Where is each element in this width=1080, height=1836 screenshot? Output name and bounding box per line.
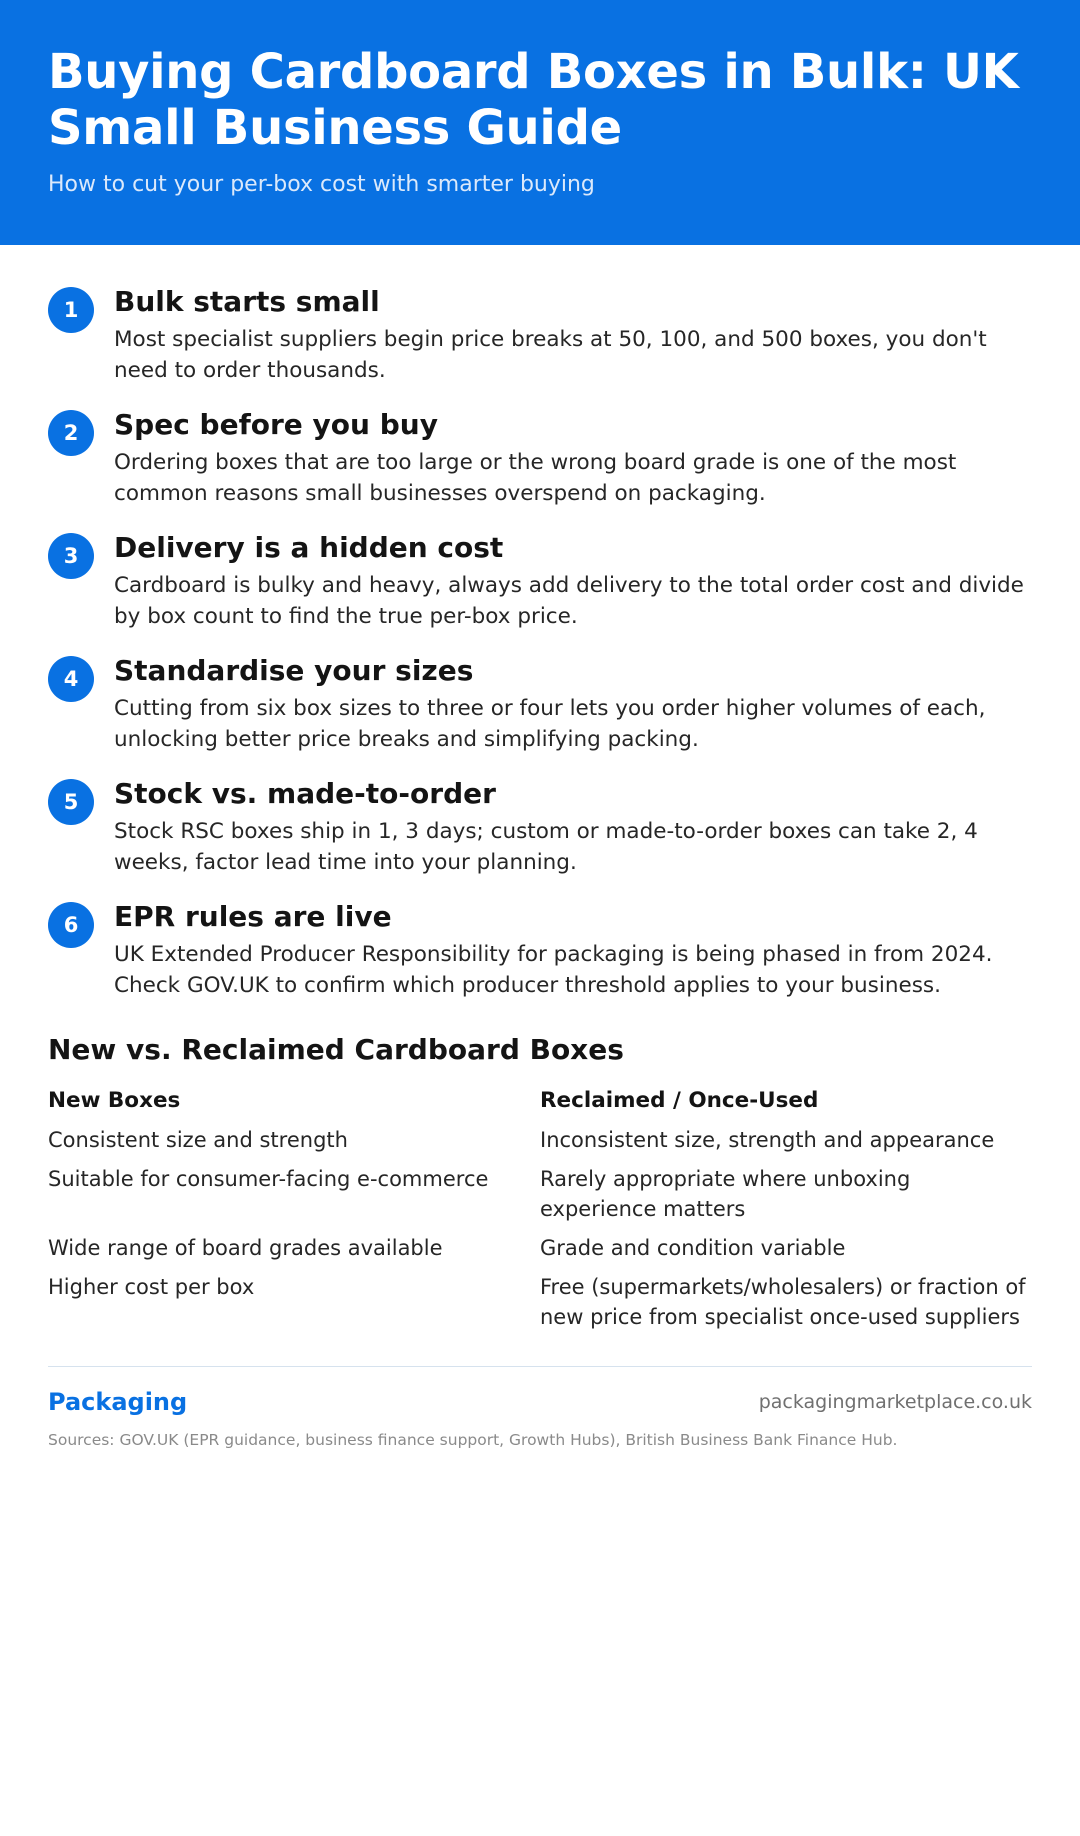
comparison-header-row bbox=[48, 1086, 1032, 1116]
step-title: Standardise your sizes bbox=[114, 654, 474, 687]
comparison-row bbox=[48, 1125, 1032, 1155]
steps-list bbox=[48, 283, 1032, 1021]
step-item-5 bbox=[48, 775, 1032, 898]
reclaimed-cell: Grade and condition variable bbox=[540, 1236, 846, 1260]
step-number-badge: 5 bbox=[48, 779, 94, 825]
reclaimed-cell: Free (supermarkets/wholesalers) or fraction of new price from specialist once-used suppliers bbox=[540, 1275, 1026, 1329]
new-cell: Higher cost per box bbox=[48, 1275, 255, 1299]
sources-note: Sources: GOV.UK (EPR guidance, business finance support, Growth Hubs), British Business Bank Finance Hub. bbox=[48, 1431, 898, 1449]
comparison-row bbox=[48, 1272, 1032, 1332]
comparison-title: New vs. Reclaimed Cardboard Boxes bbox=[48, 1033, 624, 1066]
step-title: Stock vs. made-to-order bbox=[114, 777, 496, 810]
new-cell: Suitable for consumer-facing e-commerce bbox=[48, 1167, 489, 1191]
reclaimed-heading: Reclaimed / Once-Used bbox=[540, 1088, 819, 1113]
new-cell: Consistent size and strength bbox=[48, 1128, 348, 1152]
step-text: Ordering boxes that are too large or the wrong board grade is one of the most common reasons small businesses overspend on packaging. bbox=[114, 450, 957, 506]
step-text: Most specialist suppliers begin price breaks at 50, 100, and 500 boxes, you don't need to order thousands. bbox=[114, 327, 987, 383]
site-url: packagingmarketplace.co.uk bbox=[758, 1391, 1032, 1413]
step-number-badge: 2 bbox=[48, 410, 94, 456]
step-title: Bulk starts small bbox=[114, 285, 380, 318]
step-item-4 bbox=[48, 652, 1032, 775]
comparison-row bbox=[48, 1164, 1032, 1224]
comparison-section bbox=[48, 1030, 1032, 1332]
step-number-badge: 1 bbox=[48, 287, 94, 333]
brand-logo-text: Packaging bbox=[48, 1388, 188, 1416]
header-banner bbox=[0, 0, 1080, 245]
page-title bbox=[48, 44, 1032, 156]
step-item-6 bbox=[48, 898, 1032, 1021]
page-title-line-1: Buying Cardboard Boxes in Bulk: UK bbox=[48, 44, 1019, 100]
footer-divider bbox=[48, 1366, 1032, 1367]
step-number-badge: 6 bbox=[48, 902, 94, 948]
comparison-row bbox=[48, 1233, 1032, 1263]
step-item-3 bbox=[48, 529, 1032, 652]
page-subtitle: How to cut your per-box cost with smarter buying bbox=[48, 172, 595, 197]
new-cell: Wide range of board grades available bbox=[48, 1236, 443, 1260]
new-boxes-heading: New Boxes bbox=[48, 1088, 181, 1113]
reclaimed-cell: Inconsistent size, strength and appearance bbox=[540, 1128, 995, 1152]
step-title: Delivery is a hidden cost bbox=[114, 531, 504, 564]
page-title-line-2: Small Business Guide bbox=[48, 100, 622, 156]
step-item-1 bbox=[48, 283, 1032, 406]
step-item-2 bbox=[48, 406, 1032, 529]
step-title: EPR rules are live bbox=[114, 900, 392, 933]
step-text: UK Extended Producer Responsibility for packaging is being phased in from 2024. Check GOV.UK to confirm which producer threshold applies to your business. bbox=[114, 942, 993, 998]
step-text: Cutting from six box sizes to three or four lets you order higher volumes of each, unlocking better price breaks and simplifying packing. bbox=[114, 696, 986, 752]
step-title: Spec before you buy bbox=[114, 408, 438, 441]
step-text: Stock RSC boxes ship in 1, 3 days; custom or made-to-order boxes can take 2, 4 weeks, factor lead time into your planning. bbox=[114, 819, 978, 875]
step-number-badge: 3 bbox=[48, 533, 94, 579]
step-text: Cardboard is bulky and heavy, always add delivery to the total order cost and divide by box count to find the true per-box price. bbox=[114, 573, 1024, 629]
step-number-badge: 4 bbox=[48, 656, 94, 702]
reclaimed-cell: Rarely appropriate where unboxing experience matters bbox=[540, 1167, 911, 1221]
footer bbox=[48, 1388, 1032, 1449]
